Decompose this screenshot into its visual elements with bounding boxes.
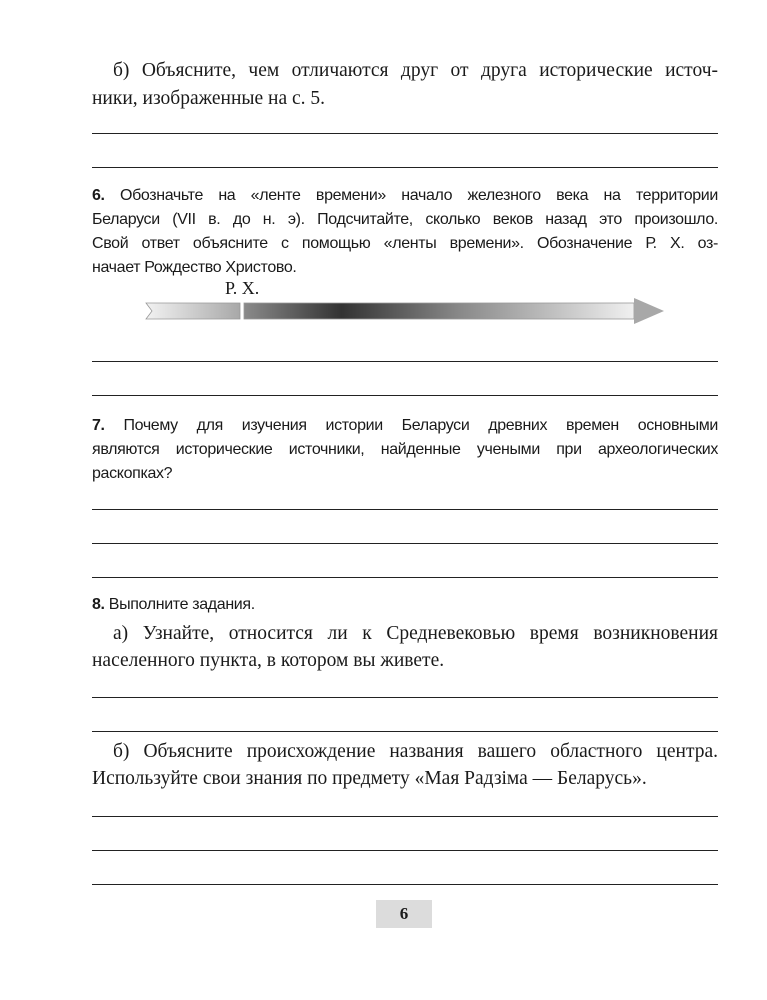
answer-line[interactable] (92, 850, 718, 851)
q6-line: Свой ответ объясните с помощью «ленты времени». Обозначение Р. Х. оз- (92, 235, 718, 252)
q7-line: являются исторические источники, найденные учеными при археологических (92, 441, 718, 458)
q5b-text: ники, изображенные на с. 5. (92, 88, 326, 109)
page-number: 6 (376, 900, 432, 928)
answer-line[interactable] (92, 884, 718, 885)
answer-line[interactable] (92, 697, 718, 698)
q8b-line: б) Объясните происхождение названия вашего областного центра. (113, 741, 718, 762)
q7-text (92, 417, 718, 435)
q8a-line: населенного пункта, в котором вы живете. (92, 650, 445, 671)
q8b-line: Используйте свои знания по предмету «Мая Радзіма — Беларусь». (92, 768, 647, 789)
q6-number: 6. (92, 187, 105, 204)
answer-line[interactable] (92, 509, 718, 510)
answer-line[interactable] (92, 577, 718, 578)
q8-title-text: Выполните задания. (108, 596, 255, 613)
q6-line: Обозначьте на «ленте времени» начало железного века на территории (119, 187, 718, 204)
q5b-text: б) Объясните, чем отличаются друг от друга исторические источ- (113, 60, 718, 81)
timeline-label: Р. Х. (225, 278, 260, 298)
answer-line[interactable] (92, 543, 718, 544)
timeline-arrow (140, 280, 680, 330)
timeline (140, 280, 680, 330)
q8a-line: а) Узнайте, относится ли к Средневековью время возникновения (113, 623, 718, 644)
q6-text (92, 187, 718, 205)
q7-number: 7. (92, 417, 105, 434)
answer-line[interactable] (92, 395, 718, 396)
answer-line[interactable] (92, 167, 718, 168)
q7-line: раскопках? (92, 465, 173, 482)
q8-title (92, 596, 718, 614)
answer-line[interactable] (92, 731, 718, 732)
q6-line: Беларуси (VII в. до н. э). Подсчитайте, сколько веков назад это произошло. (92, 211, 718, 228)
q6-line: начает Рождество Христово. (92, 259, 297, 276)
answer-line[interactable] (92, 816, 718, 817)
answer-line[interactable] (92, 133, 718, 134)
q7-line: Почему для изучения истории Беларуси древних времен основными (123, 417, 718, 434)
answer-line[interactable] (92, 361, 718, 362)
q8-number: 8. (92, 596, 105, 613)
